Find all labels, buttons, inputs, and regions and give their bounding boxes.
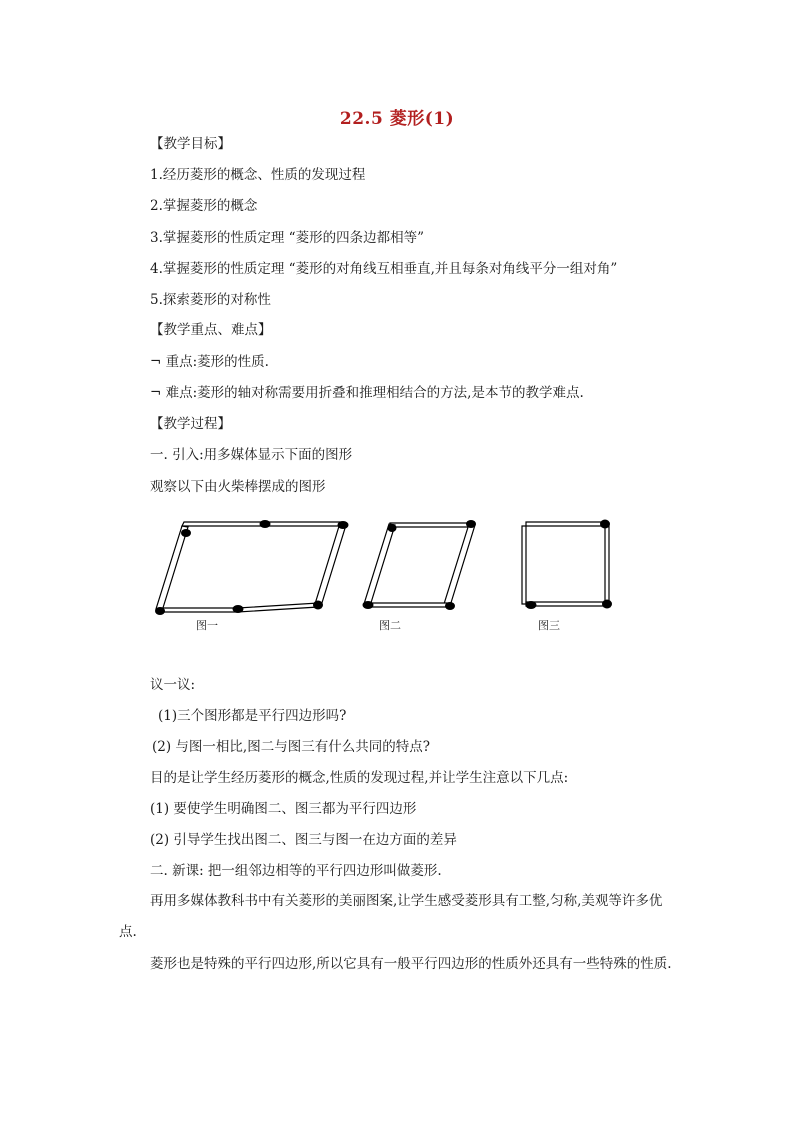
goal-item: 3.掌握菱形的性质定理 “菱形的四条边都相等”: [150, 230, 424, 246]
figure-3-label: 图三: [538, 619, 560, 632]
paragraph: 再用多媒体教科书中有关菱形的美丽图案,让学生感受菱形具有工整,匀称,美观等许多优点.: [119, 893, 663, 940]
figure-1-label: 图一: [196, 619, 218, 632]
key-point: ¬ 难点:菱形的轴对称需要用折叠和推理相结合的方法,是本节的教学难点.: [150, 385, 584, 401]
goal-item: 1.经历菱形的概念、性质的发现过程: [150, 167, 366, 183]
goal-item: 4.掌握菱形的性质定理 “菱形的对角线互相垂直,并且每条对角线平分一组对角”: [150, 261, 618, 277]
purpose-line: 目的是让学生经历菱形的概念,性质的发现过程,并让学生注意以下几点:: [150, 770, 569, 786]
key-point: ¬ 重点:菱形的性质.: [150, 354, 269, 370]
goal-item: 2.掌握菱形的概念: [150, 198, 258, 214]
process-heading: 【教学过程】: [150, 416, 231, 432]
figure-2-rhombus: [364, 523, 475, 607]
discussion-heading: 议一议:: [150, 677, 196, 693]
goals-heading: 【教学目标】: [150, 136, 231, 152]
purpose-point: (1) 要使学生明确图二、图三都为平行四边形: [150, 801, 417, 817]
page-title: 22.5 菱形(1): [339, 109, 455, 129]
observe-line: 观察以下由火柴棒摆成的图形: [150, 479, 326, 495]
paragraph: 菱形也是特殊的平行四边形,所以它具有一般平行四边形的性质外还具有一些特殊的性质.: [150, 956, 672, 972]
purpose-point: (2) 引导学生找出图二、图三与图一在边方面的差异: [150, 832, 457, 848]
new-lesson-line: 二. 新课: 把一组邻边相等的平行四边形叫做菱形.: [150, 863, 442, 879]
figure-2-label: 图二: [379, 619, 401, 632]
figure-3-square: [522, 522, 609, 606]
key-heading: 【教学重点、难点】: [150, 322, 272, 338]
matchstick-figures: [140, 512, 640, 622]
discussion-question: (2) 与图一相比,图二与图三有什么共同的特点?: [152, 739, 430, 755]
discussion-question: (1)三个图形都是平行四边形吗?: [158, 708, 347, 724]
intro-line: 一. 引入:用多媒体显示下面的图形: [150, 447, 353, 463]
goal-item: 5.探索菱形的对称性: [150, 292, 271, 308]
